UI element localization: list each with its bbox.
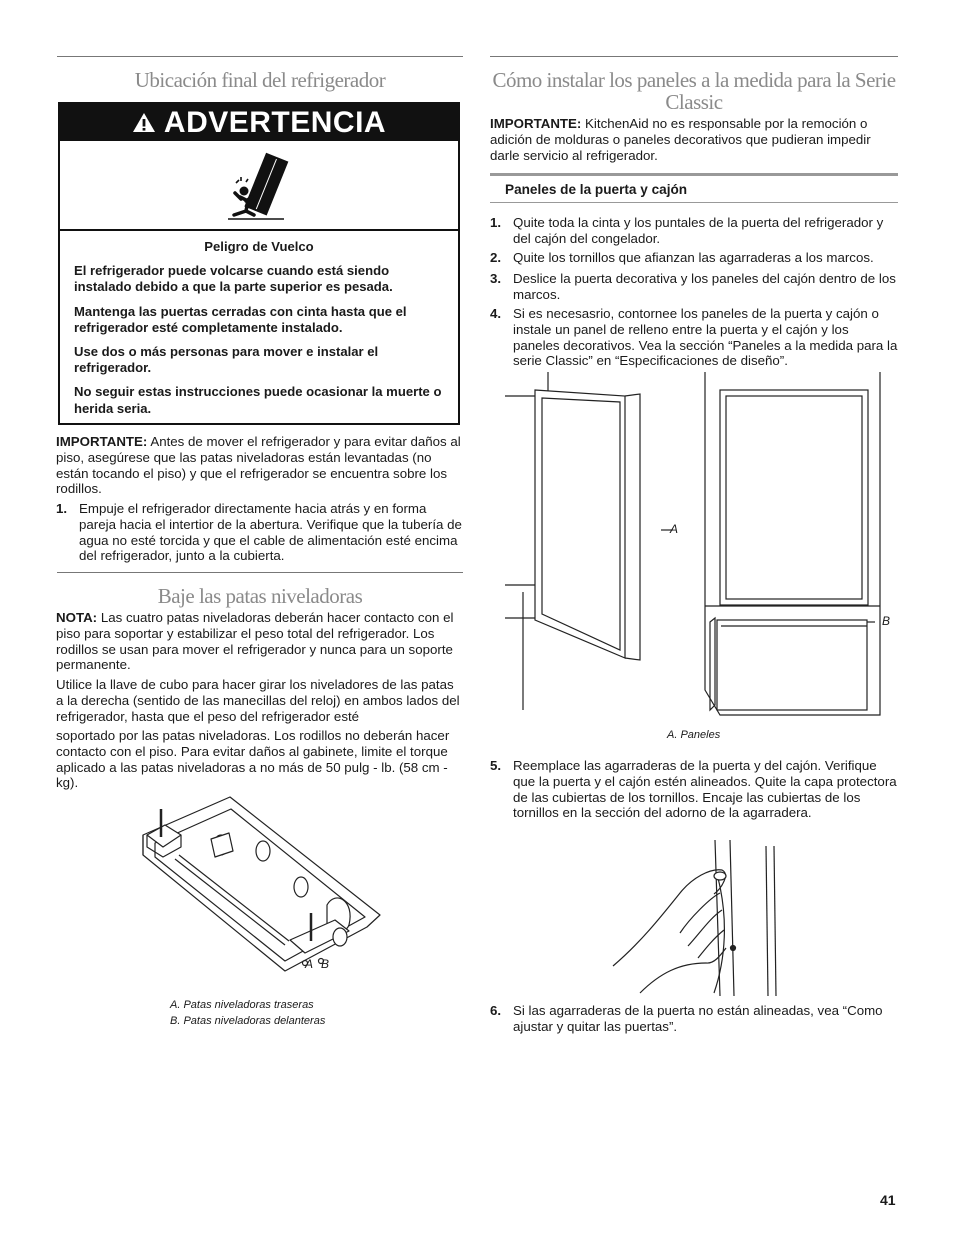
step-number: 1. (490, 215, 502, 230)
leveling-legs-illustration (135, 795, 385, 975)
step-number: 6. (490, 1003, 502, 1018)
section-heading-patas: Baje las patas niveladoras (157, 584, 363, 608)
step-text: Deslice la puerta decorativa y los paneles del cajón dentro de los marcos. (513, 271, 896, 302)
warning-text (60, 231, 458, 417)
caption-paneles: A. Paneles (667, 729, 721, 741)
leveling-paragraph-b: soportado por las patas niveladoras. Los rodillos no deberán hacer contacto con el piso. Para evitar daños al gabinete, limite el torque aplicado a las patas niveladoras a no más de 50 pulg - lb. (58 cm - kg). (56, 728, 450, 791)
step-text: Si es necesasrio, contornee los paneles de la puerta y cajón o instale un panel de relleno entre la puerta y el cajón y los paneles decorativos. Vea la sección “Paneles a la medida para la serie Classic” en “Especificaciones de diseño”. (513, 306, 898, 369)
subheading-paneles-puerta: Paneles de la puerta y cajón (505, 182, 688, 197)
page-number: 41 (880, 1192, 896, 1208)
warning-header (60, 104, 458, 141)
handle-install-illustration (610, 838, 785, 998)
step-number: 2. (490, 250, 502, 265)
figure-label-a-right: A (670, 522, 679, 536)
subheading-rule-bottom (490, 202, 898, 203)
caption-b-left: B. Patas niveladoras delanteras (170, 1015, 326, 1027)
step-text: Reemplace las agarraderas de la puerta y del cajón. Verifique que la puerta y el cajón estén alineados. Quite la capa protectora de las cubiertas de los tornillos. Encaje las cubiertas de los tornillos en la sección del adorno de la agarradera. (513, 758, 897, 821)
leveling-paragraph-a: Utilice la llave de cubo para hacer girar los niveladores de las patas a la derecha (sentido de las manecillas del reloj) en ambos lados del refrigerador, hasta que el peso del refrigerador esté (56, 677, 460, 724)
top-rule-left (57, 56, 463, 57)
warning-line: Use dos o más personas para mover e instalar el refrigerador. (74, 344, 379, 376)
step-text: Quite toda la cinta y los puntales de la puerta del refrigerador y del cajón del congelador. (513, 215, 884, 246)
warning-line: Mantenga las puertas cerradas con cinta hasta que el refrigerador esté completamente instalado. (74, 303, 407, 335)
warning-subtitle: Peligro de Vuelco (204, 239, 314, 254)
subheading-rule (490, 173, 898, 176)
important-paragraph-left (56, 434, 462, 497)
figure-label-a-left: A (305, 957, 314, 971)
figure-label-b-right: B (882, 614, 891, 628)
step-text: Quite los tornillos que afianzan las agarraderas a los marcos. (513, 250, 874, 265)
step-text: Si las agarraderas de la puerta no están alineadas, vea “Como ajustar y quitar las puertas”. (513, 1003, 883, 1034)
tip-over-pictogram (60, 141, 458, 231)
figure-label-b-left: B (321, 957, 330, 971)
warning-line: El refrigerador puede volcarse cuando está siendo instalado debido a que la parte superior es pesada. (74, 263, 393, 295)
step-number: 1. (56, 501, 68, 516)
step-text: Empuje el refrigerador directamente hacia atrás y en forma pareja hacia el intertior de la abertura. Verifique que la tubería de agua no esté torcida y que el cable de alimentación esté encima del refrigerador, junto a la cubierta. (79, 501, 462, 564)
step-number: 4. (490, 306, 502, 321)
section-heading-ubicacion: Ubicación final del refrigerador (134, 68, 386, 92)
warning-triangle-icon (132, 112, 156, 133)
warning-line: No seguir estas instrucciones puede ocasionar la muerte o herida seria. (74, 384, 442, 416)
nota-text: Las cuatro patas niveladoras deberán hacer contacto con el piso para soportar y estabilizar el peso total del refrigerador. Los rodillos se usan para mover el refrigerador y nunca para un soporte permanente. (56, 610, 454, 673)
step-number: 3. (490, 271, 502, 286)
important-paragraph-right (490, 116, 898, 163)
tip-over-hazard-icon (224, 145, 294, 225)
panels-illustration (505, 370, 890, 720)
section-rule-left (57, 572, 463, 573)
warning-title: ADVERTENCIA (163, 105, 387, 139)
warning-box (58, 102, 460, 425)
section-heading-paneles: Cómo instalar los paneles a la medida para la Serie Classic (492, 68, 896, 114)
important-label: IMPORTANTE: (56, 434, 148, 449)
important-text: KitchenAid no es responsable por la remoción o adición de molduras o paneles decorativos que pudieran impedir darle servicio al refrigerador. (490, 116, 871, 163)
step-number: 5. (490, 758, 502, 773)
top-rule-right (490, 56, 898, 57)
nota-label: NOTA: (56, 610, 98, 625)
important-text: Antes de mover el refrigerador y para evitar daños al piso, asegúrese que las patas niveladoras están levantadas (no están tocando el piso) y que el refrigerador se encuentra sobre los rodillos. (56, 434, 461, 497)
caption-a-left: A. Patas niveladoras traseras (170, 999, 314, 1011)
important-label: IMPORTANTE: (490, 116, 582, 131)
nota-paragraph (56, 610, 462, 673)
